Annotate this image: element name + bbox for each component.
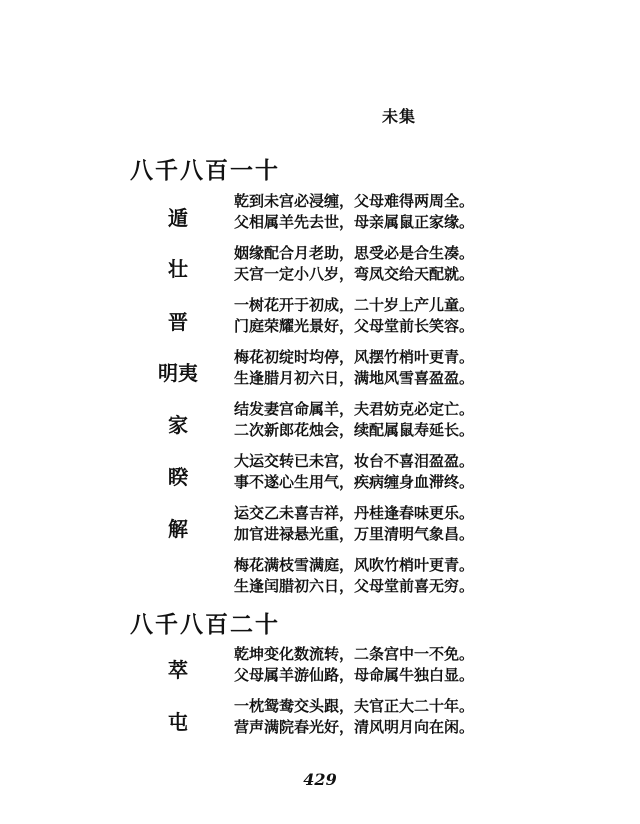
verse-line: 梅花满枝雪满庭，风吹竹梢叶更青。 xyxy=(234,556,475,574)
verse-line: 父母属羊游仙路，母命属牛独白显。 xyxy=(234,666,475,684)
verse xyxy=(234,555,474,597)
hexagram-name: 睽 xyxy=(168,465,188,489)
page-number: 429 xyxy=(303,770,337,789)
section-title: 八千八百一十 xyxy=(130,157,280,184)
verse xyxy=(234,451,474,493)
hexagram-name: 壮 xyxy=(168,257,188,281)
verse xyxy=(234,644,474,686)
verse-line: 事不遂心生用气，疾病缠身血滞终。 xyxy=(234,473,475,491)
verse xyxy=(234,191,474,233)
verse-line: 父相属羊先去世，母亲属鼠正家缘。 xyxy=(234,213,475,231)
hexagram-name: 晋 xyxy=(168,310,188,334)
section-title: 八千八百二十 xyxy=(130,611,280,638)
verse-line: 结发妻宫命属羊，夫君妨克必定亡。 xyxy=(234,400,475,418)
verse-line: 一树花开于初成，二十岁上产儿童。 xyxy=(234,296,475,314)
verse-line: 营声满院春光好，清风明月向在闲。 xyxy=(234,718,475,736)
verse-line: 梅花初绽时均停，风摆竹梢叶更青。 xyxy=(234,348,475,366)
verse-line: 大运交转已未宫，妆台不喜泪盈盈。 xyxy=(234,452,475,470)
verse-line: 加官进禄悬光重，万里清明气象昌。 xyxy=(234,525,475,543)
hexagram-name: 家 xyxy=(168,413,188,437)
verse xyxy=(234,243,474,285)
verse-line: 生逢闰腊初六日，父母堂前喜无穷。 xyxy=(234,577,475,595)
hexagram-name: 屯 xyxy=(168,710,188,734)
verse-line: 天宫一定小八岁，弯凤交给天配就。 xyxy=(234,265,475,283)
hexagram-name: 解 xyxy=(168,517,188,541)
verse xyxy=(234,503,474,545)
verse-line: 门庭荣耀光景好，父母堂前长笑容。 xyxy=(234,317,475,335)
verse-line: 运交乙未喜吉祥，丹桂逢春味更乐。 xyxy=(234,504,475,522)
hexagram-name: 萃 xyxy=(168,658,188,682)
verse xyxy=(234,347,474,389)
verse-line: 乾坤变化数流转，二条宫中一不免。 xyxy=(234,645,475,663)
verse xyxy=(234,399,474,441)
verse-line: 二次新郎花烛会，续配属鼠寿延长。 xyxy=(234,421,475,439)
hexagram-name: 遁 xyxy=(168,206,188,230)
verse-line: 姻缘配合月老助，思受必是合生凑。 xyxy=(234,244,475,262)
verse xyxy=(234,295,474,337)
verse-line: 一枕鸳鸯交头跟，夫官正大二十年。 xyxy=(234,697,475,715)
running-header: 未集 xyxy=(382,107,417,126)
verse-line: 生逢腊月初六日，满地风雪喜盈盈。 xyxy=(234,369,475,387)
hexagram-name: 明夷 xyxy=(158,361,198,385)
verse xyxy=(234,696,474,738)
verse-line: 乾到未宫必浸缠，父母难得两周全。 xyxy=(234,192,475,210)
